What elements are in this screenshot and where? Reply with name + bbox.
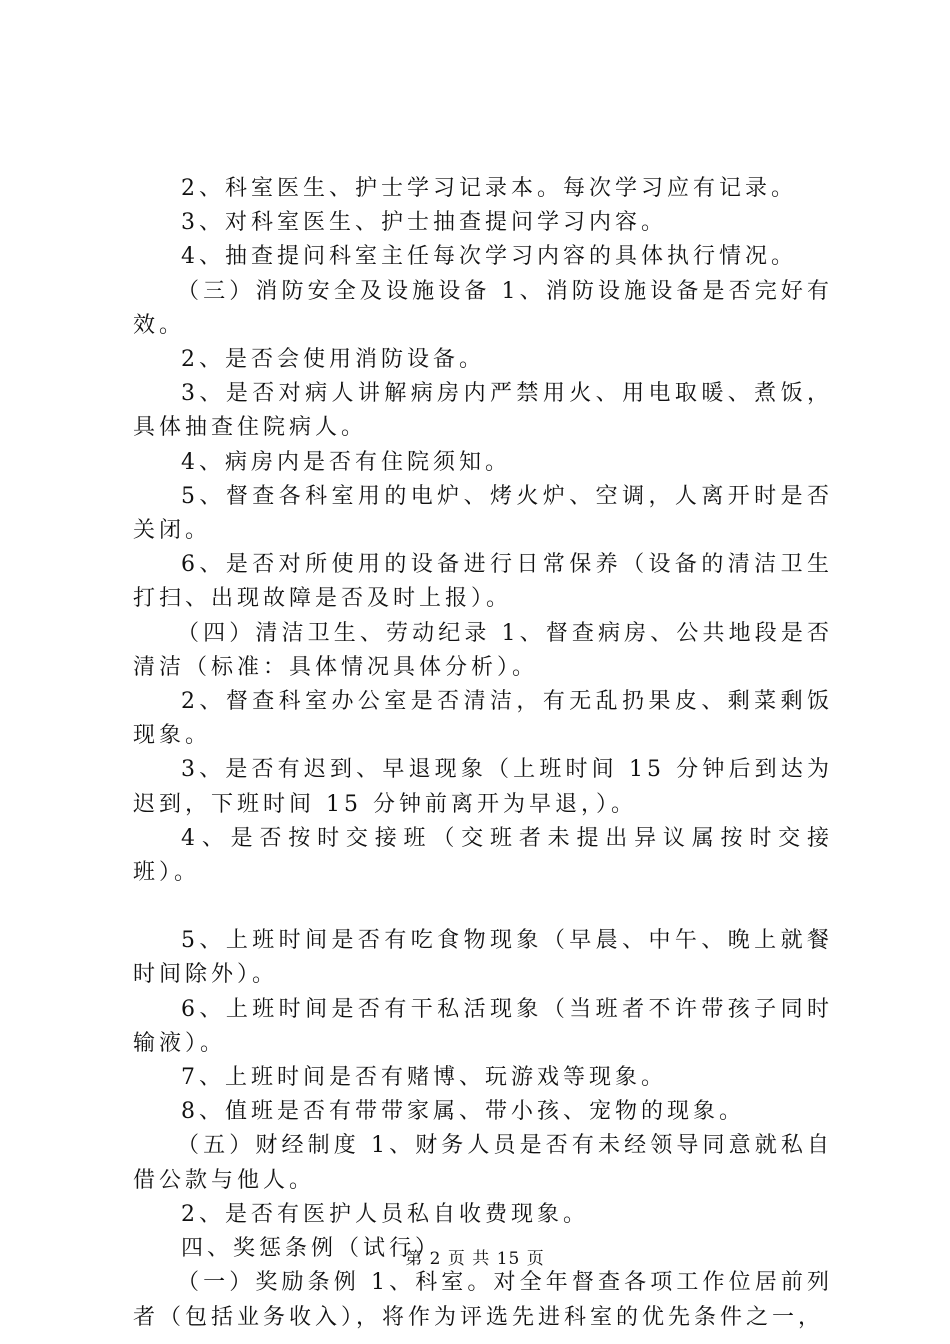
- paragraph: 5、上班时间是否有吃食物现象（早晨、中午、晚上就餐时间除外）。: [133, 928, 833, 988]
- paragraph: 5、督查各科室用的电炉、烤火炉、空调，人离开时是否关闭。: [133, 483, 833, 544]
- section-heading-paragraph: （一）奖励条例 1、科室。对全年督查各项工作位居前列者（包括业务收入），将作为评选先进科室的优先条件之一，: [133, 1270, 833, 1330]
- document-body: [133, 172, 833, 1335]
- paragraph: 2、是否会使用消防设备。: [181, 347, 485, 373]
- blank-line: [133, 890, 833, 924]
- page-footer: 第 2 页 共 15 页: [405, 1249, 545, 1269]
- paragraph: 4、病房内是否有住院须知。: [181, 449, 511, 475]
- section-heading-paragraph: （四）清洁卫生、劳动纪录 1、督查病房、公共地段是否清洁（标准：具体情况具体分析）。: [133, 620, 833, 680]
- paragraph: 3、是否有迟到、早退现象（上班时间 15 分钟后到达为迟到，下班时间 15 分钟前离开为早退，）。: [133, 757, 833, 817]
- paragraph: 4、抽查提问科室主任每次学习内容的具体执行情况。: [181, 244, 797, 270]
- paragraph: 6、上班时间是否有干私活现象（当班者不许带孩子同时输液）。: [133, 996, 833, 1056]
- paragraph: 3、对科室医生、护士抽查提问学习内容。: [181, 210, 667, 236]
- paragraph: 7、上班时间是否有赌博、玩游戏等现象。: [181, 1065, 667, 1091]
- paragraph: 2、科室医生、护士学习记录本。每次学习应有记录。: [181, 176, 797, 201]
- chapter-heading: 四、奖惩条例（试行）: [181, 1236, 442, 1262]
- paragraph: 2、督查科室办公室是否清洁，有无乱扔果皮、剩菜剩饭现象。: [133, 689, 833, 749]
- section-heading-paragraph: （三）消防安全及设施设备 1、消防设施设备是否完好有效。: [133, 278, 833, 338]
- section-heading-paragraph: （五）财经制度 1、财务人员是否有未经领导同意就私自借公款与他人。: [133, 1133, 833, 1193]
- paragraph: 6、是否对所使用的设备进行日常保养（设备的清洁卫生打扫、出现故障是否及时上报）。: [133, 552, 833, 612]
- paragraph: 2、是否有医护人员私自收费现象。: [181, 1201, 589, 1227]
- paragraph: 8、值班是否有带带家属、带小孩、宠物的现象。: [181, 1099, 745, 1125]
- paragraph: 3、是否对病人讲解病房内严禁用火、用电取暖、煮饭，具体抽查住院病人。: [133, 381, 833, 441]
- paragraph: 4、是否按时交接班（交班者未提出异议属按时交接班）。: [133, 825, 833, 886]
